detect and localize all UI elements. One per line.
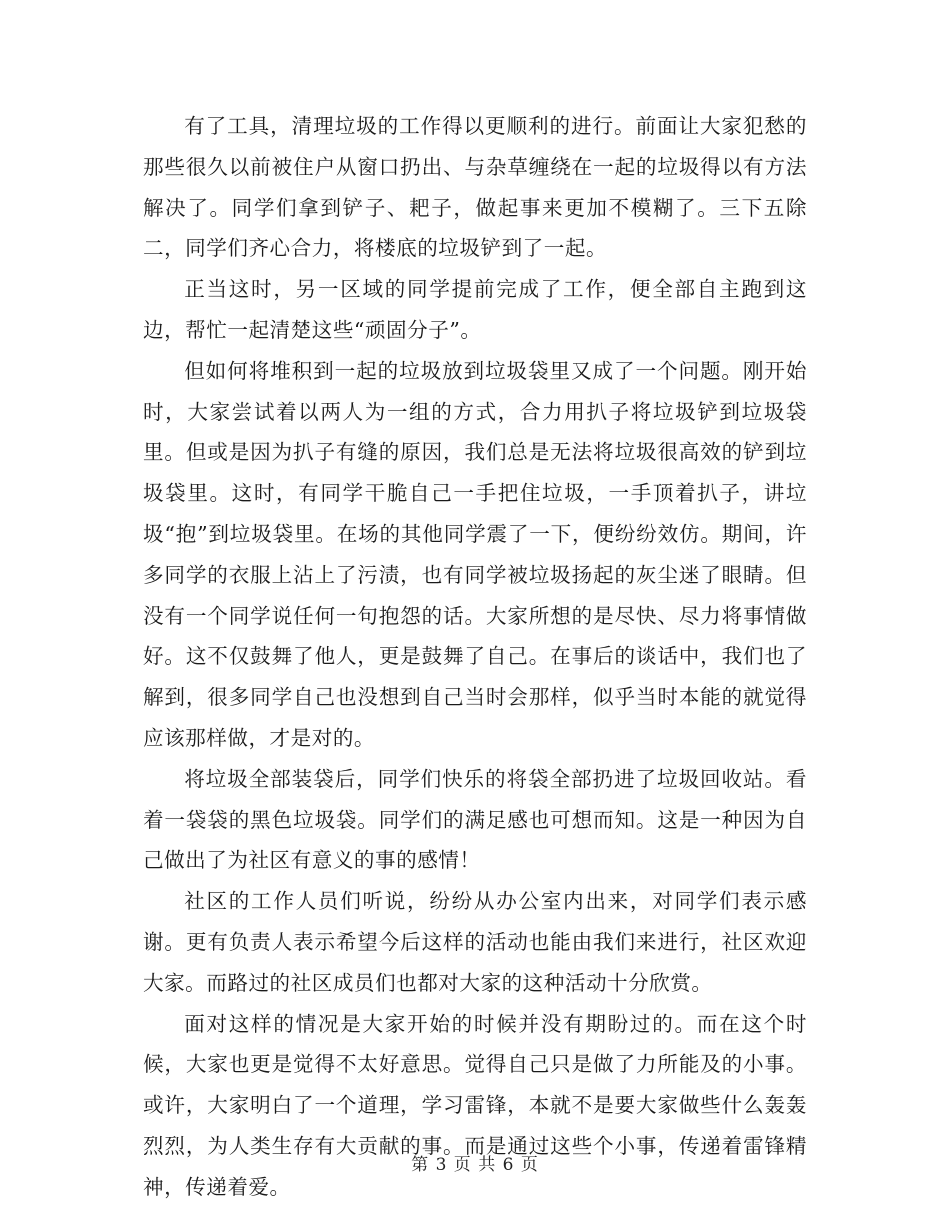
paragraph-3: 但如何将堆积到一起的垃圾放到垃圾袋里又成了一个问题。刚开始时，大家尝试着以两人为一组的方式，合力用扒子将垃圾铲到垃圾袋里。但或是因为扒子有缝的原因，我们总是无法将垃圾很高效的铲到垃圾袋里。这时，有同学干脆自己一手把住垃圾，一手顶着扒子，讲垃圾“抱”到垃圾袋里。在场的其他同学震了一下，便纷纷效仿。期间，许多同学的衣服上沾上了污渍，也有同学被垃圾扬起的灰尘迷了眼睛。但没有一个同学说任何一句抱怨的话。大家所想的是尽快、尽力将事情做好。这不仅鼓舞了他人，更是鼓舞了自己。在事后的谈话中，我们也了解到，很多同学自己也没想到自己当时会那样，似乎当时本能的就觉得应该那样做，才是对的。 bbox=[143, 358, 807, 750]
paragraph-5: 社区的工作人员们听说，纷纷从办公室内出来，对同学们表示感谢。更有负责人表示希望今后这样的活动也能由我们来进行，社区欢迎大家。而路过的社区成员们也都对大家的这种活动十分欣赏。 bbox=[143, 889, 807, 995]
paragraph-2: 正当这时，另一区域的同学提前完成了工作，便全部自主跑到这边，帮忙一起清楚这些“顽固分子”。 bbox=[143, 277, 807, 342]
paragraph-6: 面对这样的情况是大家开始的时候并没有期盼过的。而在这个时候，大家也更是觉得不太好意思。觉得自己只是做了力所能及的小事。或许，大家明白了一个道理，学习雷锋，本就不是要大家做些什么轰轰烈烈，为人类生存有大贡献的事。而是通过这些个小事，传递着雷锋精神，传递着爱。 bbox=[143, 1011, 807, 1199]
page-number-footer: 第 3 页 共 6 页 bbox=[411, 1155, 539, 1175]
document-body bbox=[143, 106, 807, 1208]
paragraph-1: 有了工具，清理垃圾的工作得以更顺利的进行。前面让大家犯愁的那些很久以前被住户从窗口扔出、与杂草缠绕在一起的垃圾得以有方法解决了。同学们拿到铲子、耙子，做起事来更加不模糊了。三下五除二，同学们齐心合力，将楼底的垃圾铲到了一起。 bbox=[143, 114, 807, 261]
paragraph-4: 将垃圾全部装袋后，同学们快乐的将袋全部扔进了垃圾回收站。看着一袋袋的黑色垃圾袋。同学们的满足感也可想而知。这是一种因为自己做出了为社区有意义的事的感情！ bbox=[143, 766, 807, 873]
